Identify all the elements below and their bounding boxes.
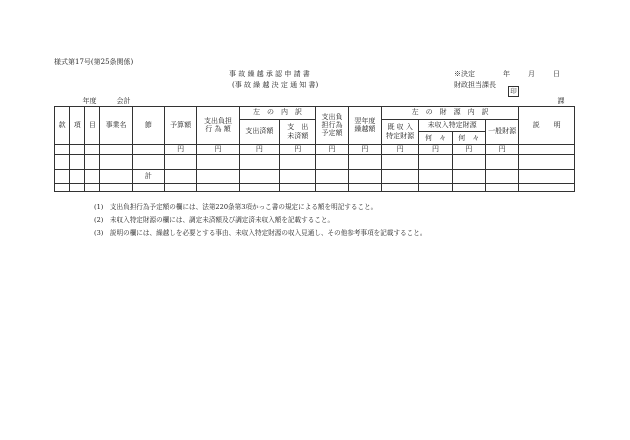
- total-cell: [85, 169, 100, 183]
- col-jigyo: 事業名: [100, 106, 132, 144]
- yen-general: 円: [485, 144, 518, 154]
- col-general: 一般財源: [485, 119, 518, 144]
- col-received-line2: 特定財源: [386, 131, 415, 140]
- bottom-cell: [419, 183, 452, 191]
- body-cell: [165, 154, 197, 169]
- bottom-cell: [85, 183, 100, 191]
- cell-kou: [70, 144, 85, 154]
- yen-what-1: 円: [419, 144, 452, 154]
- bottom-cell: [165, 183, 197, 191]
- col-planned-line2: 担行為: [321, 120, 343, 129]
- bottom-cell: [239, 183, 279, 191]
- col-budget: 予算額: [165, 106, 197, 144]
- note-1: (1) 支出負担行為予定額の欄には、法第220条第3項かっこ書の規定による額を明記すること。: [94, 203, 378, 211]
- total-cell: [382, 169, 419, 183]
- cell-moku: [85, 144, 100, 154]
- note-3: (3) 説明の欄には、繰越しを必要とする事由、未収入特定財源の収入見通し、その他参考事項を記載すること。: [94, 229, 427, 237]
- col-planned-line3: 予定額: [321, 129, 343, 138]
- decision-year: 年: [503, 70, 510, 78]
- yen-unpaid: 円: [280, 144, 316, 154]
- bottom-cell: [55, 183, 70, 191]
- decision-label: ※決定: [454, 70, 475, 78]
- account-label: 会計: [116, 97, 131, 105]
- bottom-cell: [132, 183, 164, 191]
- cell-jigyo: [100, 144, 132, 154]
- body-cell: [132, 154, 164, 169]
- bottom-cell: [348, 183, 381, 191]
- col-breakdown-left: 左 の 内 訳: [239, 106, 316, 119]
- body-cell: [100, 154, 132, 169]
- total-cell: [348, 169, 381, 183]
- yen-budget: 円: [165, 144, 197, 154]
- total-cell: [100, 169, 132, 183]
- note-2: (2) 未収入特定財源の欄には、調定未済額及び調定済未収入額を記載すること。: [94, 216, 335, 224]
- col-expense-obligation: [197, 106, 239, 144]
- col-carryover-line1: 翌年度: [354, 116, 376, 125]
- col-moku: 目: [85, 106, 100, 144]
- col-received-line1: 既 収 入: [387, 123, 413, 132]
- bottom-cell: [100, 183, 132, 191]
- body-cell: [316, 154, 348, 169]
- finance-chief-label: 財政担当課長: [454, 81, 496, 89]
- body-cell: [85, 154, 100, 169]
- col-unreceived: 未収入特定財源: [419, 120, 485, 132]
- col-unreceived-group: [419, 119, 486, 144]
- decision-day: 日: [553, 70, 560, 78]
- notes: [94, 201, 426, 240]
- total-cell: [239, 169, 279, 183]
- cell-setsu: [132, 144, 164, 154]
- body-cell: [239, 154, 279, 169]
- body-cell: [55, 154, 70, 169]
- yen-paid: 円: [239, 144, 279, 154]
- bottom-cell: [452, 183, 485, 191]
- total-cell: [70, 169, 85, 183]
- col-received: [382, 119, 419, 144]
- total-cell: [419, 169, 452, 183]
- yen-received: 円: [382, 144, 419, 154]
- form-subtitle: (事 故 繰 越 決 定 通 知 書): [232, 81, 319, 89]
- bottom-cell: [382, 183, 419, 191]
- fiscal-year-label: 年度: [82, 97, 97, 105]
- cell-remarks: [519, 144, 575, 154]
- body-cell: [419, 154, 452, 169]
- total-cell: [452, 169, 485, 183]
- col-expense-obligation-line2: 行 為 額: [205, 125, 231, 133]
- yen-what-2: 円: [452, 144, 485, 154]
- col-remarks: 説 明: [519, 106, 575, 144]
- col-kou: 項: [70, 106, 85, 144]
- col-unpaid-line1: 支 出: [287, 123, 309, 132]
- total-cell: [316, 169, 348, 183]
- col-expense-obligation-line1: 支出負担: [204, 116, 232, 125]
- total-label: 計: [132, 169, 164, 183]
- carryover-table: [54, 96, 575, 192]
- total-cell: [280, 169, 316, 183]
- form-label: 様式第17号(第25条関係): [54, 58, 134, 66]
- body-cell: [197, 154, 239, 169]
- bottom-cell: [485, 183, 518, 191]
- total-cell: [197, 169, 239, 183]
- total-cell: [519, 169, 575, 183]
- col-setsu: 節: [132, 106, 164, 144]
- col-unpaid-line2: 未済額: [287, 131, 309, 140]
- decision-month: 月: [528, 70, 535, 78]
- fiscal-year-row: [55, 96, 197, 106]
- total-cell: [485, 169, 518, 183]
- col-carryover-line2: 繰越額: [354, 125, 376, 133]
- form-title: 事 故 繰 越 承 認 申 請 書: [229, 70, 310, 78]
- body-cell: [519, 154, 575, 169]
- col-paid: 支出済額: [239, 119, 279, 144]
- body-cell: [280, 154, 316, 169]
- col-kan: 款: [55, 106, 70, 144]
- col-planned: [316, 106, 348, 144]
- bottom-cell: [197, 183, 239, 191]
- cell-kan: [55, 144, 70, 154]
- yen-carryover: 円: [348, 144, 381, 154]
- body-cell: [485, 154, 518, 169]
- body-cell: [70, 154, 85, 169]
- body-cell: [452, 154, 485, 169]
- bottom-cell: [70, 183, 85, 191]
- bottom-cell: [519, 183, 575, 191]
- yen-expense-obligation: 円: [197, 144, 239, 154]
- bottom-cell: [316, 183, 348, 191]
- col-what-2: 何 々: [458, 133, 480, 142]
- yen-planned: 円: [316, 144, 348, 154]
- col-planned-line1: 支出負: [321, 112, 343, 121]
- seal-icon: 印: [508, 80, 519, 97]
- bottom-cell: [280, 183, 316, 191]
- body-cell: [382, 154, 419, 169]
- total-cell: [165, 169, 197, 183]
- total-cell: [55, 169, 70, 183]
- col-carryover: [348, 106, 381, 144]
- col-finance-breakdown: 左 の 財 源 内 訳: [382, 106, 519, 119]
- body-cell: [348, 154, 381, 169]
- col-what-1: 何 々: [419, 132, 452, 144]
- col-unpaid: [280, 119, 316, 144]
- division-label: 課: [197, 96, 575, 106]
